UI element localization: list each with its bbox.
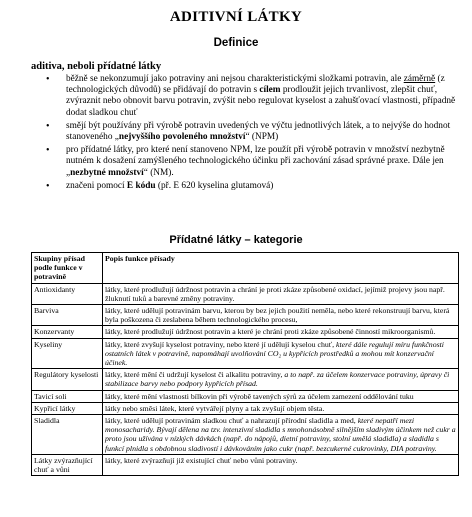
- category-name: Kypřicí látky: [32, 402, 103, 414]
- bullet-icon: •: [46, 74, 50, 85]
- category-name: Konzervanty: [32, 326, 103, 338]
- category-description: látky, které mění vlastnosti bílkovin při výrobě tavených sýrů za účelem zamezení oddělování tuku: [103, 390, 459, 402]
- table-row: [32, 454, 459, 475]
- categories-table: [31, 252, 459, 476]
- table-row: [32, 338, 459, 369]
- category-description: látky, které udělují potravinám sladkou chuť a nahrazují přírodní sladidla a med, které nepatří mezi monosacharidy. Bývají dělena na tzv. intenzivní sladidla s mnohonásobně silnějším sladivým účinkem než cukr a proto jsou užívána v nízkých dávkách (např. do nápojů, dietní potraviny, stolní umělá sladidla) a sladidla s funkcí plnidla s obdobnou sladivostí i dávkováním jako cukr (např. bezcukerné cukrovinky, DIA potraviny.: [103, 415, 459, 455]
- list-item: • pro přídatné látky, pro které není stanoveno NPM, lze použít při výrobě potravin v množství nezbytně nutném k dosažení zamýšleného technologického účinku při zachování zásad správné praxe. Dále jen „nezbytné množství“ (NM).: [46, 145, 445, 178]
- category-name: Regulátory kyselosti: [32, 369, 103, 390]
- table-row: [32, 283, 459, 304]
- category-description: látky, které mění či udržují kyselost či alkalitu potraviny, a to např. za účelem konzervace potraviny, úpravy či stabilizace barvy nebo podpory kypřicích přísad.: [103, 369, 459, 390]
- list-item: • značeni pomocí E kódu (př. E 620 kyselina glutamová): [46, 180, 274, 192]
- table-header-row: [32, 253, 459, 284]
- list-item: • smějí být používány při výrobě potravin uvedených ve výčtu jednotlivých látek, a to nejvýše do hodnot stanoveného „nejvyššího povoleného množství“ (NPM): [46, 120, 451, 143]
- table-row: [32, 415, 459, 455]
- section-heading: Definice: [213, 37, 259, 49]
- category-description: látky nebo směsi látek, které vytvářejí plyny a tak zvyšují objem těsta.: [103, 402, 459, 414]
- column-header-group: Skupiny přísad podle funkce v potravině: [32, 253, 103, 284]
- table-row: [32, 326, 459, 338]
- category-description: látky, které prodlužují údržnost potravin a chrání je proti zkáze způsobené oxidací, jejímiž projevy jsou např. žluknutí tuků a barevné změny potraviny.: [103, 283, 459, 304]
- list-item: • běžně se nekonzumují jako potraviny ani nejsou charakteristickými složkami potravin, ale záměrně (z technologických důvodů) se přidávají do potravin s cílem prodloužit jejich trvanlivost, zlepšit chuť, zvýraznit nebo obnovit barvu potravin, zvýšit nebo regulovat kyselost a zahušťovací vlastnosti, případně dodat sladkou chuť: [46, 74, 456, 118]
- table-heading: Přídatné látky – kategorie: [169, 234, 303, 246]
- bullet-icon: •: [46, 120, 50, 132]
- category-description: látky, které zvýrazňují již existující chuť nebo vůni potraviny.: [103, 454, 459, 475]
- table-row: [32, 402, 459, 414]
- bullet-icon: •: [46, 145, 50, 157]
- category-description: látky, které udělují potravinám barvu, kterou by bez jejich použití neměla, nebo které rekonstruují barvu, která byla poškozena či zeslabena během technologického procesu,: [103, 305, 459, 326]
- document-title: ADITIVNÍ LÁTKY: [169, 9, 303, 25]
- table-row: [32, 369, 459, 390]
- category-name: Kyseliny: [32, 338, 103, 369]
- category-name: Látky zvýrazňující chuť a vůni: [32, 454, 103, 475]
- definition-list: [43, 74, 463, 194]
- table-row: [32, 390, 459, 402]
- category-name: Antioxidanty: [32, 283, 103, 304]
- category-name: Sladidla: [32, 415, 103, 455]
- bullet-icon: •: [46, 180, 50, 192]
- defined-term: aditiva, neboli přídatné látky: [31, 61, 162, 72]
- category-name: Tavicí soli: [32, 390, 103, 402]
- table-row: [32, 305, 459, 326]
- category-description: látky, které prodlužují údržnost potravin a které je chrání proti zkáze způsobené činností mikroorganismů.: [103, 326, 459, 338]
- column-header-description: Popis funkce přísady: [103, 253, 459, 284]
- category-name: Barviva: [32, 305, 103, 326]
- category-description: látky, které zvyšují kyselost potraviny, nebo které jí udělují kyselou chuť, které dále regulují míru funkčnosti ostatních látek v potravině, napomáhají uvolňování CO₂ u kypřicích prostředků a mohou mít konzervační účinek.: [103, 338, 459, 369]
